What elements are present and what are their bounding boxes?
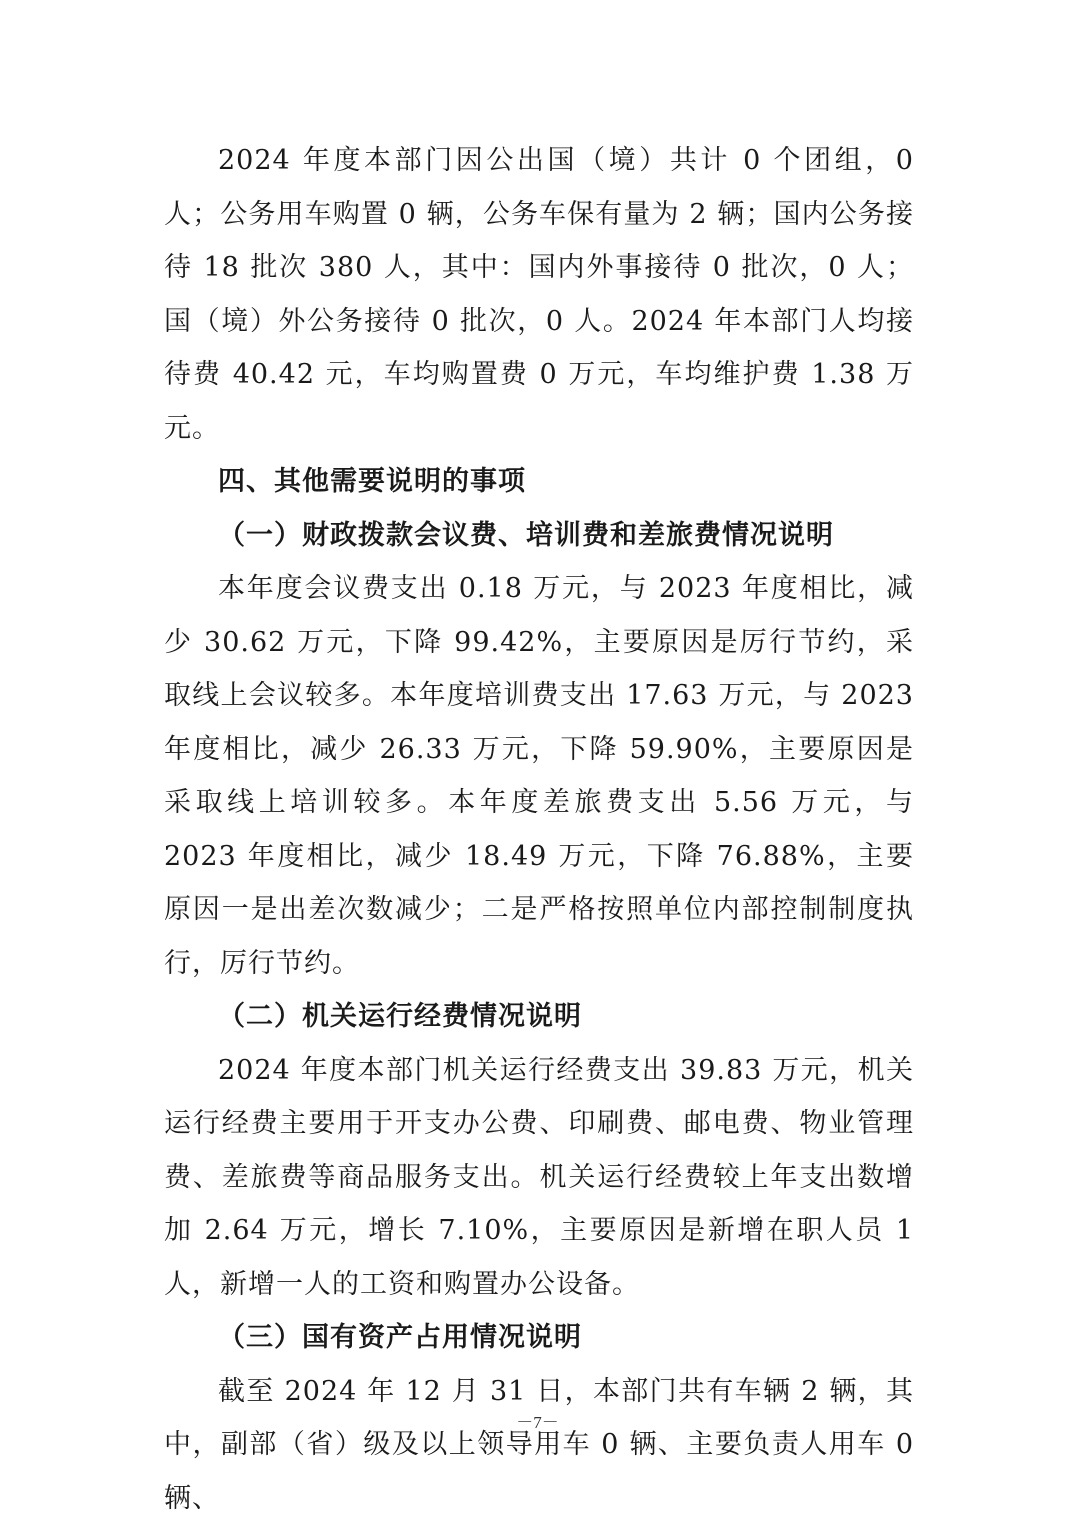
document-page [164, 134, 914, 1525]
paragraph-official-travel-vehicles: 2024 年度本部门因公出国（境）共计 0 个团组，0 人；公务用车购置 0 辆，公务车保有量为 2 辆；国内公务接待 18 批次 380 人，其中：国内外事接待 0 批次，0 人；国（境）外公务接待 0 批次，0 人。2024 年本部门人均接待费 40.42 元，车均购置费 0 万元，车均维护费 1.38 万元。 [164, 134, 914, 455]
subheading-state-assets: （三）国有资产占用情况说明 [164, 1311, 914, 1365]
subheading-meeting-training-travel: （一）财政拨款会议费、培训费和差旅费情况说明 [164, 509, 914, 563]
paragraph-meeting-training-travel: 本年度会议费支出 0.18 万元，与 2023 年度相比，减少 30.62 万元，下降 99.42%，主要原因是厉行节约，采取线上会议较多。本年度培训费支出 17.63 万元，与 2023 年度相比，减少 26.33 万元，下降 59.90%，主要原因是采取线上培训较多。本年度差旅费支出 5.56 万元，与 2023 年度相比，减少 18.49 万元，下降 76.88%，主要原因一是出差次数减少；二是严格按照单位内部控制制度执行，厉行节约。 [164, 562, 914, 990]
subheading-operating-expenses: （二）机关运行经费情况说明 [164, 990, 914, 1044]
section-heading-other-matters: 四、其他需要说明的事项 [164, 455, 914, 509]
paragraph-state-assets: 截至 2024 年 12 月 31 日，本部门共有车辆 2 辆，其中，副部（省）级及以上领导用车 0 辆、主要负责人用车 0 辆、 [164, 1365, 914, 1525]
page-number: －7－ [0, 1408, 1075, 1433]
paragraph-operating-expenses: 2024 年度本部门机关运行经费支出 39.83 万元，机关运行经费主要用于开支办公费、印刷费、邮电费、物业管理费、差旅费等商品服务支出。机关运行经费较上年支出数增加 2.64 万元，增长 7.10%，主要原因是新增在职人员 1 人，新增一人的工资和购置办公设备。 [164, 1044, 914, 1312]
